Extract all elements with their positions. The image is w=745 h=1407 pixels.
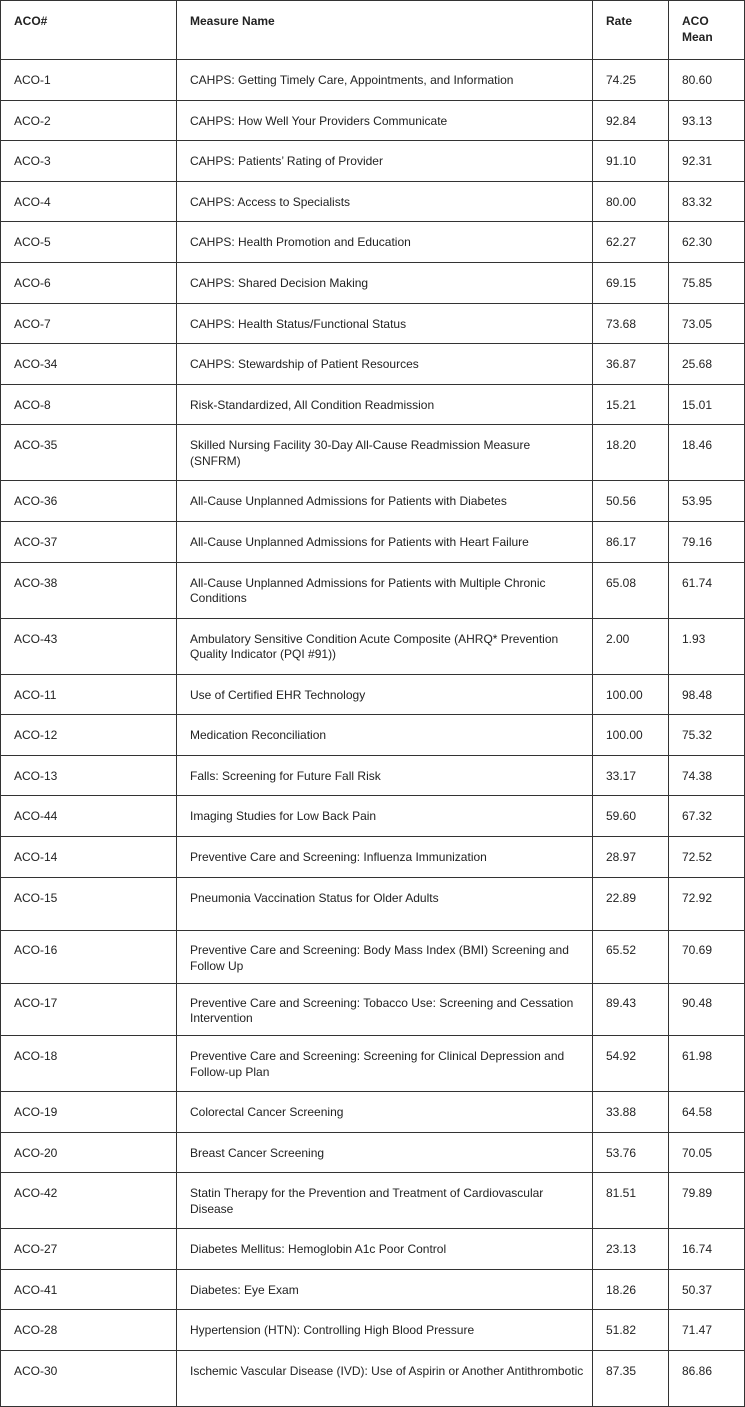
aco-id: ACO-15 [1, 877, 177, 931]
aco-id: ACO-43 [1, 618, 177, 674]
rate-value: 54.92 [593, 1036, 669, 1092]
measure-name: All-Cause Unplanned Admissions for Patients with Diabetes [177, 481, 593, 522]
table-row [1, 674, 745, 715]
rate-value: 15.21 [593, 384, 669, 425]
measure-name: CAHPS: How Well Your Providers Communicate [177, 100, 593, 141]
aco-mean-value: 61.74 [669, 562, 745, 618]
aco-id: ACO-2 [1, 100, 177, 141]
rate-value: 65.08 [593, 562, 669, 618]
table-row [1, 100, 745, 141]
table-row [1, 1310, 745, 1351]
table-row [1, 1229, 745, 1270]
table-row [1, 983, 745, 1036]
measure-name: Falls: Screening for Future Fall Risk [177, 755, 593, 796]
measure-name: CAHPS: Shared Decision Making [177, 262, 593, 303]
measure-name: All-Cause Unplanned Admissions for Patients with Multiple Chronic Conditions [177, 562, 593, 618]
aco-mean-value: 16.74 [669, 1229, 745, 1270]
aco-mean-value: 83.32 [669, 181, 745, 222]
header-rate: Rate [593, 1, 669, 60]
aco-id: ACO-5 [1, 222, 177, 263]
measure-name: CAHPS: Getting Timely Care, Appointments, and Information [177, 60, 593, 101]
measure-name: Ischemic Vascular Disease (IVD): Use of Aspirin or Another Antithrombotic [177, 1350, 593, 1406]
rate-value: 59.60 [593, 796, 669, 837]
rate-value: 28.97 [593, 836, 669, 877]
table-row [1, 1036, 745, 1092]
measure-name: Preventive Care and Screening: Tobacco Use: Screening and Cessation Intervention [177, 983, 593, 1036]
rate-value: 81.51 [593, 1173, 669, 1229]
aco-mean-value: 25.68 [669, 344, 745, 385]
measure-name: Statin Therapy for the Prevention and Treatment of Cardiovascular Disease [177, 1173, 593, 1229]
table-row [1, 931, 745, 984]
table-row [1, 796, 745, 837]
aco-id: ACO-36 [1, 481, 177, 522]
table-row [1, 521, 745, 562]
aco-id: ACO-35 [1, 425, 177, 481]
table-row [1, 181, 745, 222]
rate-value: 23.13 [593, 1229, 669, 1270]
aco-mean-value: 50.37 [669, 1269, 745, 1310]
rate-value: 73.68 [593, 303, 669, 344]
aco-mean-value: 90.48 [669, 983, 745, 1036]
rate-value: 62.27 [593, 222, 669, 263]
aco-id: ACO-14 [1, 836, 177, 877]
rate-value: 89.43 [593, 983, 669, 1036]
aco-mean-value: 62.30 [669, 222, 745, 263]
table-row [1, 1092, 745, 1133]
rate-value: 18.26 [593, 1269, 669, 1310]
rate-value: 53.76 [593, 1132, 669, 1173]
rate-value: 69.15 [593, 262, 669, 303]
table-row [1, 1173, 745, 1229]
table-row [1, 344, 745, 385]
aco-mean-value: 18.46 [669, 425, 745, 481]
aco-mean-value: 1.93 [669, 618, 745, 674]
aco-id: ACO-20 [1, 1132, 177, 1173]
aco-mean-value: 73.05 [669, 303, 745, 344]
measure-name: CAHPS: Health Promotion and Education [177, 222, 593, 263]
aco-id: ACO-16 [1, 931, 177, 984]
aco-mean-value: 61.98 [669, 1036, 745, 1092]
aco-mean-value: 98.48 [669, 674, 745, 715]
aco-mean-value: 72.52 [669, 836, 745, 877]
table-row [1, 618, 745, 674]
aco-id: ACO-12 [1, 715, 177, 756]
table-row [1, 755, 745, 796]
aco-id: ACO-18 [1, 1036, 177, 1092]
aco-id: ACO-3 [1, 141, 177, 182]
measure-name: Imaging Studies for Low Back Pain [177, 796, 593, 837]
aco-id: ACO-13 [1, 755, 177, 796]
table-row [1, 222, 745, 263]
aco-mean-value: 71.47 [669, 1310, 745, 1351]
rate-value: 100.00 [593, 674, 669, 715]
measure-name: Breast Cancer Screening [177, 1132, 593, 1173]
aco-id: ACO-17 [1, 983, 177, 1036]
rate-value: 86.17 [593, 521, 669, 562]
measure-name: Preventive Care and Screening: Screening for Clinical Depression and Follow-up Plan [177, 1036, 593, 1092]
measure-name: Ambulatory Sensitive Condition Acute Composite (AHRQ* Prevention Quality Indicator (PQI #91)) [177, 618, 593, 674]
table-row [1, 877, 745, 931]
aco-id: ACO-41 [1, 1269, 177, 1310]
aco-mean-value: 75.32 [669, 715, 745, 756]
rate-value: 36.87 [593, 344, 669, 385]
aco-mean-value: 15.01 [669, 384, 745, 425]
rate-value: 2.00 [593, 618, 669, 674]
measure-name: Pneumonia Vaccination Status for Older Adults [177, 877, 593, 931]
rate-value: 51.82 [593, 1310, 669, 1351]
aco-mean-value: 75.85 [669, 262, 745, 303]
table-row [1, 1132, 745, 1173]
table-row [1, 262, 745, 303]
rate-value: 50.56 [593, 481, 669, 522]
aco-mean-value: 67.32 [669, 796, 745, 837]
aco-id: ACO-27 [1, 1229, 177, 1270]
table-row [1, 481, 745, 522]
measure-name: Use of Certified EHR Technology [177, 674, 593, 715]
table-row [1, 1269, 745, 1310]
measure-name: Risk-Standardized, All Condition Readmission [177, 384, 593, 425]
measure-name: Skilled Nursing Facility 30-Day All-Cause Readmission Measure (SNFRM) [177, 425, 593, 481]
aco-mean-value: 64.58 [669, 1092, 745, 1133]
table-row [1, 425, 745, 481]
table-row [1, 1350, 745, 1406]
rate-value: 65.52 [593, 931, 669, 984]
aco-id: ACO-8 [1, 384, 177, 425]
measure-name: CAHPS: Access to Specialists [177, 181, 593, 222]
aco-id: ACO-42 [1, 1173, 177, 1229]
measure-name: CAHPS: Health Status/Functional Status [177, 303, 593, 344]
measure-name: Diabetes Mellitus: Hemoglobin A1c Poor Control [177, 1229, 593, 1270]
header-aco-mean: ACO Mean [669, 1, 745, 60]
aco-mean-value: 86.86 [669, 1350, 745, 1406]
measure-name: CAHPS: Patients’ Rating of Provider [177, 141, 593, 182]
rate-value: 92.84 [593, 100, 669, 141]
rate-value: 74.25 [593, 60, 669, 101]
header-aco: ACO# [1, 1, 177, 60]
rate-value: 18.20 [593, 425, 669, 481]
measure-name: CAHPS: Stewardship of Patient Resources [177, 344, 593, 385]
table-row [1, 836, 745, 877]
aco-id: ACO-7 [1, 303, 177, 344]
rate-value: 87.35 [593, 1350, 669, 1406]
measure-name: Colorectal Cancer Screening [177, 1092, 593, 1133]
header-measure-name: Measure Name [177, 1, 593, 60]
aco-id: ACO-19 [1, 1092, 177, 1133]
table-row [1, 60, 745, 101]
aco-id: ACO-6 [1, 262, 177, 303]
measure-name: Medication Reconciliation [177, 715, 593, 756]
table-row [1, 562, 745, 618]
aco-id: ACO-44 [1, 796, 177, 837]
rate-value: 100.00 [593, 715, 669, 756]
measure-name: Preventive Care and Screening: Body Mass Index (BMI) Screening and Follow Up [177, 931, 593, 984]
aco-mean-value: 74.38 [669, 755, 745, 796]
aco-mean-value: 92.31 [669, 141, 745, 182]
aco-id: ACO-11 [1, 674, 177, 715]
aco-mean-value: 79.16 [669, 521, 745, 562]
measure-name: Diabetes: Eye Exam [177, 1269, 593, 1310]
measure-name: All-Cause Unplanned Admissions for Patients with Heart Failure [177, 521, 593, 562]
rate-value: 80.00 [593, 181, 669, 222]
rate-value: 91.10 [593, 141, 669, 182]
table-row [1, 141, 745, 182]
aco-mean-value: 72.92 [669, 877, 745, 931]
aco-id: ACO-1 [1, 60, 177, 101]
aco-id: ACO-30 [1, 1350, 177, 1406]
aco-id: ACO-4 [1, 181, 177, 222]
measure-name: Hypertension (HTN): Controlling High Blood Pressure [177, 1310, 593, 1351]
aco-mean-value: 70.69 [669, 931, 745, 984]
aco-mean-value: 79.89 [669, 1173, 745, 1229]
aco-id: ACO-34 [1, 344, 177, 385]
rate-value: 33.88 [593, 1092, 669, 1133]
measure-name: Preventive Care and Screening: Influenza Immunization [177, 836, 593, 877]
header-row [1, 1, 745, 60]
aco-id: ACO-37 [1, 521, 177, 562]
aco-mean-value: 93.13 [669, 100, 745, 141]
rate-value: 33.17 [593, 755, 669, 796]
table-row [1, 715, 745, 756]
aco-mean-value: 53.95 [669, 481, 745, 522]
table-row [1, 384, 745, 425]
rate-value: 22.89 [593, 877, 669, 931]
table-row [1, 303, 745, 344]
aco-mean-value: 70.05 [669, 1132, 745, 1173]
aco-mean-value: 80.60 [669, 60, 745, 101]
aco-id: ACO-28 [1, 1310, 177, 1351]
aco-id: ACO-38 [1, 562, 177, 618]
